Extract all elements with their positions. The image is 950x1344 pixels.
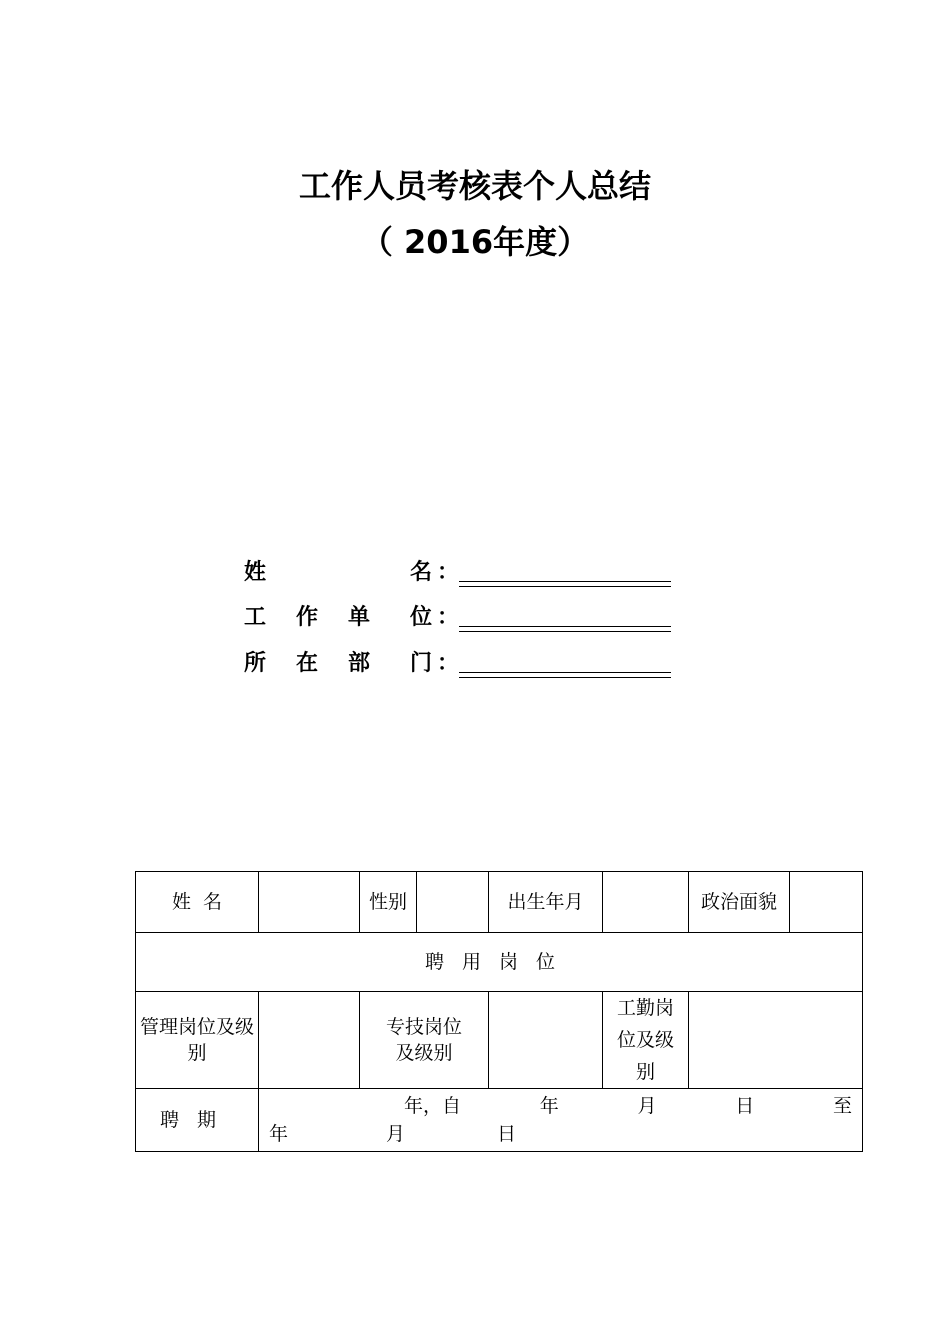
gender-label-cell: 性别 (360, 872, 417, 933)
period-line-1: 年，自 年 月 日 至 (404, 1095, 852, 1117)
document-subtitle: （ 2016年度） (360, 223, 590, 261)
unit-field-label: 工 作 单 位 (244, 605, 433, 630)
worker-value-cell[interactable] (689, 992, 863, 1089)
name-field-label: 姓 名 (244, 560, 433, 585)
unit-fill-line[interactable] (459, 626, 671, 632)
department-field-row (244, 647, 684, 681)
table-row (136, 1089, 863, 1152)
department-field-label: 所 在 部 门 (244, 651, 433, 676)
position-header-cell: 聘用岗位 (136, 933, 863, 992)
table-row (136, 992, 863, 1089)
tech-value-cell[interactable] (489, 992, 603, 1089)
department-fill-line[interactable] (459, 672, 671, 678)
tech-label-cell: 专技岗位及级别 (360, 992, 489, 1089)
name-label-cell: 姓 名 (136, 872, 259, 933)
birth-label-cell: 出生年月 (489, 872, 603, 933)
name-field-row (244, 556, 684, 590)
birth-value-cell[interactable] (603, 872, 689, 933)
mgmt-value-cell[interactable] (259, 992, 360, 1089)
politics-label-cell: 政治面貌 (689, 872, 790, 933)
table-row (136, 872, 863, 933)
period-value-cell[interactable] (259, 1089, 863, 1152)
period-label-cell: 聘期 (136, 1089, 259, 1152)
personnel-info-table (135, 871, 863, 1152)
table-row (136, 933, 863, 992)
colon: ： (437, 651, 460, 676)
mgmt-label-cell: 管理岗位及级别 (136, 992, 259, 1089)
unit-field-row (244, 601, 684, 635)
colon: ： (437, 560, 460, 585)
colon: ： (437, 605, 460, 630)
name-value-cell[interactable] (259, 872, 360, 933)
name-fill-line[interactable] (459, 581, 671, 587)
politics-value-cell[interactable] (790, 872, 863, 933)
gender-value-cell[interactable] (417, 872, 489, 933)
document-title: 工作人员考核表个人总结 (298, 167, 651, 205)
period-line-2: 年 月 日 (269, 1123, 517, 1145)
worker-label-cell: 工勤岗位及级别 (603, 992, 689, 1089)
